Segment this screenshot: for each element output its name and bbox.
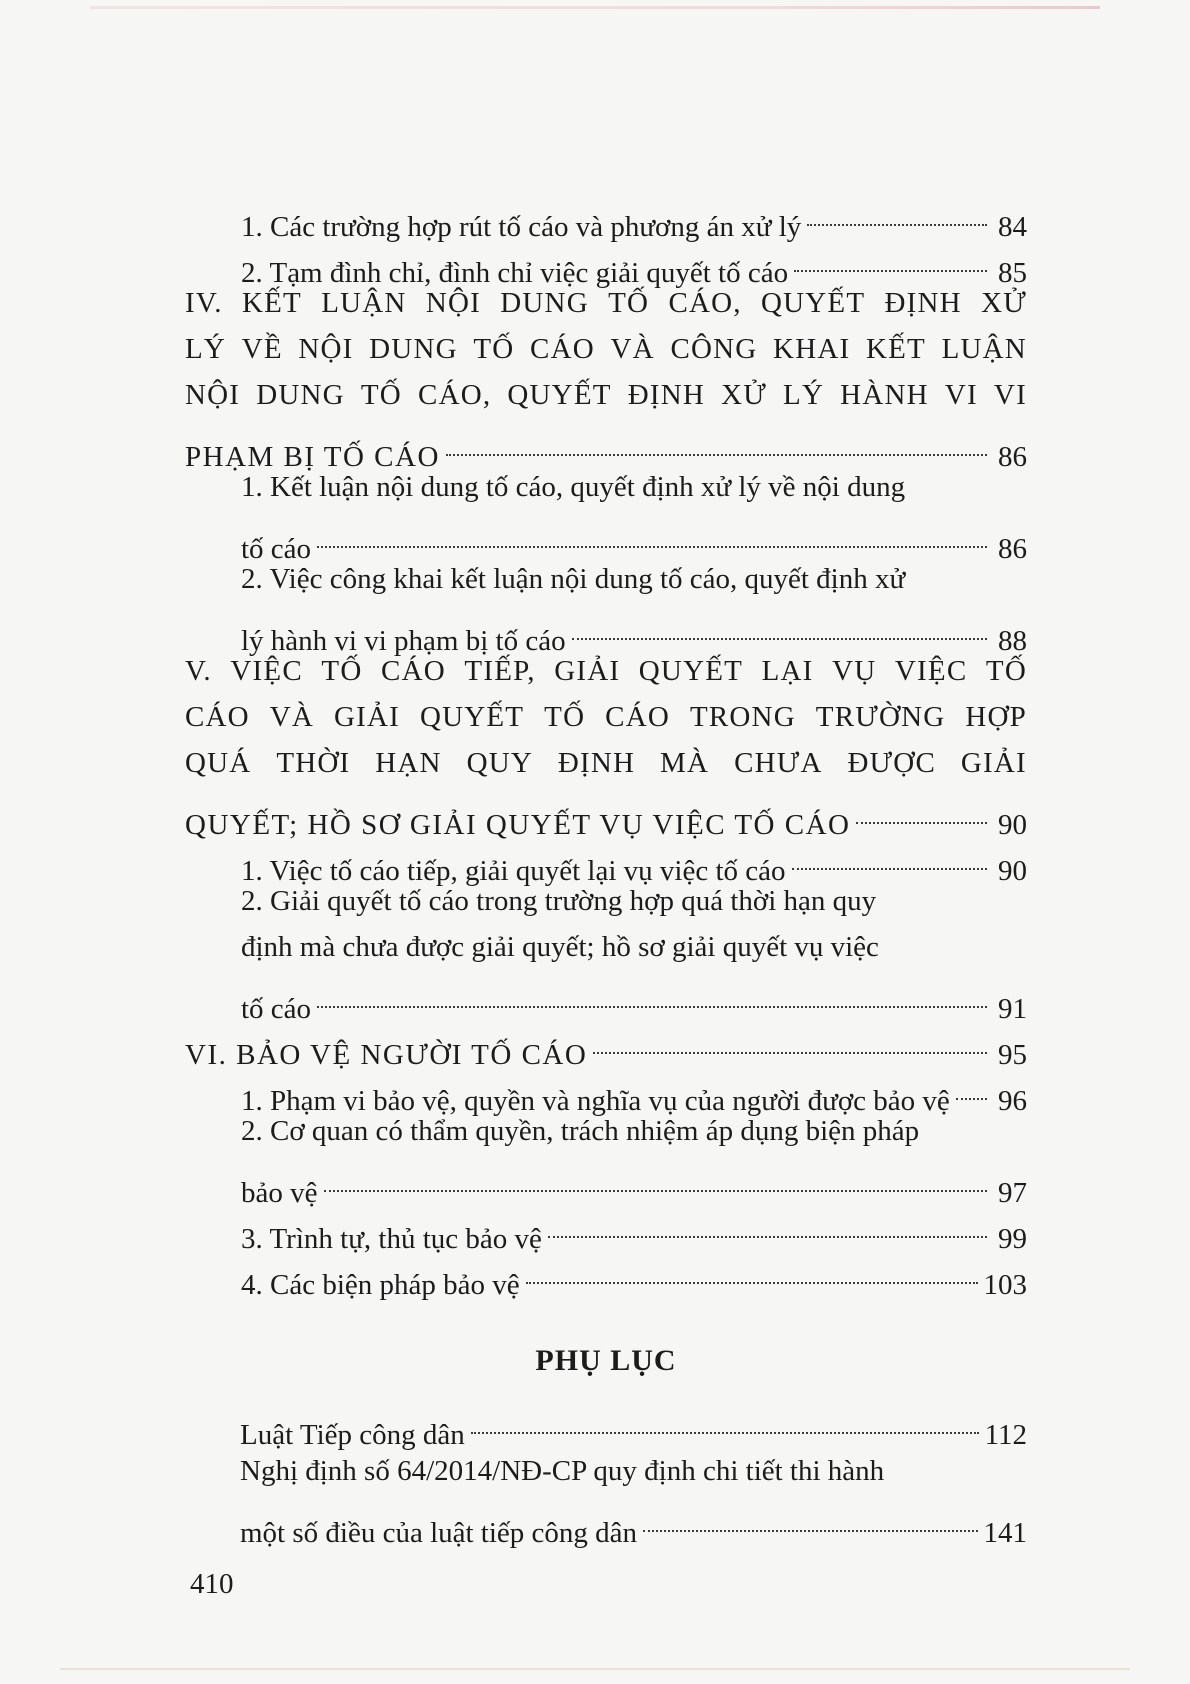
toc-entry-text: 2. Tạm đình chỉ, đình chỉ việc giải quyết tố cáo	[241, 257, 789, 289]
toc-entry-text: 1. Kết luận nội dung tố cáo, quyết định xử lý về nội dung	[241, 471, 906, 503]
word: CÁO	[530, 333, 595, 365]
toc-page-number: 85	[998, 257, 1027, 289]
toc-page-number: 97	[998, 1177, 1027, 1209]
word: ĐỊNH	[627, 379, 706, 411]
toc-entry-text: tố cáo	[241, 993, 312, 1025]
toc-entry-text: 1. Việc tố cáo tiếp, giải quyết lại vụ việc tố cáo	[241, 855, 786, 887]
word: TỐ	[321, 655, 363, 687]
toc-page-number: 103	[983, 1269, 1027, 1301]
word: VIỆC	[894, 655, 968, 687]
toc-entry-text: 4. Các biện pháp bảo vệ	[241, 1269, 520, 1301]
toc-entry-line[interactable]	[185, 878, 1027, 924]
dot-leader	[471, 1386, 979, 1434]
table-of-contents	[185, 188, 1027, 1301]
word: MÀ	[660, 747, 710, 779]
word: THỜI	[276, 747, 351, 779]
word: V.	[185, 655, 212, 687]
word: TRƯỜNG	[815, 701, 946, 733]
word: CÔNG	[670, 333, 758, 365]
toc-entry-text: VI. BẢO VỆ NGƯỜI TỐ CÁO	[185, 1039, 588, 1071]
word: DUNG	[500, 287, 589, 319]
word: VÀ	[610, 333, 655, 365]
word: CÁO,	[418, 379, 492, 411]
word: CÁO,	[668, 287, 742, 319]
word: XỬ	[721, 379, 767, 411]
word: CÁO	[185, 701, 250, 733]
word: VÀ	[269, 701, 315, 733]
toc-section-heading-line[interactable]	[185, 326, 1027, 372]
word: LẠI	[761, 655, 814, 687]
word: VIỆC	[230, 655, 303, 687]
toc-entry-text: 3. Trình tự, thủ tục bảo vệ	[241, 1223, 542, 1255]
dot-leader	[856, 776, 987, 824]
word: LÝ	[783, 379, 825, 411]
word: QUYẾT	[638, 655, 744, 687]
word: ĐỊNH	[884, 287, 962, 319]
dot-leader	[794, 224, 987, 272]
toc-entry-text: 2. Giải quyết tố cáo trong trường hợp quá thời hạn quy	[241, 885, 877, 917]
page-top-edge	[90, 6, 1100, 9]
page-number: 410	[190, 1568, 234, 1600]
toc-page-number: 90	[998, 855, 1027, 887]
word: LÝ	[185, 333, 227, 365]
word: TIẾP,	[464, 655, 536, 687]
word: VI	[993, 379, 1027, 411]
word: NỘI	[185, 379, 241, 411]
word: TỐ	[985, 655, 1027, 687]
toc-entry-text: tố cáo	[241, 533, 312, 565]
word: NỘI	[425, 287, 481, 319]
toc-entry[interactable]	[185, 510, 1027, 565]
dot-leader	[526, 1236, 978, 1284]
toc-page-number: 96	[998, 1085, 1027, 1117]
toc-page-number: 95	[998, 1039, 1027, 1071]
word: QUÁ	[185, 747, 252, 779]
page-bottom-edge	[60, 1668, 1130, 1670]
toc-page-number: 88	[998, 625, 1027, 657]
word: QUYẾT	[419, 701, 525, 733]
word: QUY	[466, 747, 533, 779]
toc-page-number: 99	[998, 1223, 1027, 1255]
word: TỐ	[608, 287, 650, 319]
word: CÁO	[605, 701, 671, 733]
word: KẾT	[865, 333, 926, 365]
word: VI	[944, 379, 978, 411]
word: VỀ	[241, 333, 283, 365]
appendix-page-number: 112	[984, 1419, 1027, 1451]
word: TỐ	[473, 333, 515, 365]
word: GIẢI	[554, 655, 621, 687]
word: CHƯA	[734, 747, 823, 779]
word: DUNG	[369, 333, 458, 365]
appendix-title: PHỤ LỤC	[535, 1344, 677, 1377]
toc-page-number: 86	[998, 533, 1027, 565]
toc-section-heading-line[interactable]	[185, 694, 1027, 740]
word: HẠN	[375, 747, 442, 779]
appendix-entry[interactable]	[240, 1396, 1027, 1451]
dot-leader	[446, 408, 987, 456]
toc-page-number: 91	[998, 993, 1027, 1025]
word: TỐ	[544, 701, 586, 733]
toc-entry-text: QUYẾT; HỒ SƠ GIẢI QUYẾT VỤ VIỆC TỐ CÁO	[185, 809, 851, 841]
dot-leader	[572, 592, 987, 640]
toc-page-number: 90	[998, 809, 1027, 841]
toc-page-number: 84	[998, 211, 1027, 243]
dot-leader	[317, 960, 987, 1008]
word: HÀNH	[840, 379, 929, 411]
dot-leader	[792, 822, 987, 870]
word: TRONG	[689, 701, 796, 733]
toc-entry-text: định mà chưa được giải quyết; hồ sơ giải quyết vụ việc	[241, 931, 879, 963]
toc-entry[interactable]	[185, 602, 1027, 657]
word: NỘI	[298, 333, 354, 365]
word: DUNG	[256, 379, 345, 411]
word: QUYẾT	[507, 379, 612, 411]
toc-entry[interactable]	[185, 418, 1027, 473]
appendix-entry[interactable]	[240, 1494, 1027, 1549]
toc-entry-text: bảo vệ	[241, 1177, 318, 1209]
dot-leader	[643, 1484, 977, 1532]
toc-entry-text: 1. Phạm vi bảo vệ, quyền và nghĩa vụ của người được bảo vệ	[241, 1085, 950, 1117]
toc-page-number: 86	[998, 441, 1027, 473]
toc-entry-text: PHẠM BỊ TỐ CÁO	[185, 441, 440, 473]
word: LUẬN	[941, 333, 1027, 365]
dot-leader	[593, 1006, 987, 1054]
dot-leader	[317, 500, 987, 548]
toc-entry-text: 2. Việc công khai kết luận nội dung tố cáo, quyết định xử	[241, 563, 906, 595]
word: TỐ	[360, 379, 402, 411]
dot-leader	[324, 1144, 988, 1192]
dot-leader	[956, 1052, 987, 1100]
word: XỬ	[981, 287, 1027, 319]
word: IV.	[185, 287, 223, 319]
word: LUẬN	[321, 287, 407, 319]
appendix-list	[240, 1396, 1027, 1549]
toc-entry-text: lý hành vi vi phạm bị tố cáo	[241, 625, 566, 657]
dot-leader	[548, 1190, 987, 1238]
appendix-entry-text: Nghị định số 64/2014/NĐ-CP quy định chi tiết thi hành	[240, 1455, 885, 1487]
word: QUYẾT	[760, 287, 866, 319]
word: VỤ	[832, 655, 877, 687]
appendix-entry-text: Luật Tiếp công dân	[240, 1419, 465, 1451]
toc-entry-text: 2. Cơ quan có thẩm quyền, trách nhiệm áp dụng biện pháp	[241, 1115, 920, 1147]
toc-entry-text: 1. Các trường hợp rút tố cáo và phương án xử lý	[241, 211, 802, 243]
word: GIẢI	[960, 747, 1027, 779]
dot-leader	[807, 178, 987, 226]
word: KHAI	[773, 333, 851, 365]
word: GIẢI	[334, 701, 401, 733]
appendix-entry-text: một số điều của luật tiếp công dân	[240, 1517, 638, 1549]
word: HỢP	[965, 701, 1027, 733]
toc-entry[interactable]	[185, 1016, 1027, 1071]
word: ĐỊNH	[557, 747, 636, 779]
word: CÁO	[381, 655, 446, 687]
appendix-page-number: 141	[983, 1517, 1027, 1549]
word: KẾT	[241, 287, 302, 319]
word: ĐƯỢC	[847, 747, 936, 779]
